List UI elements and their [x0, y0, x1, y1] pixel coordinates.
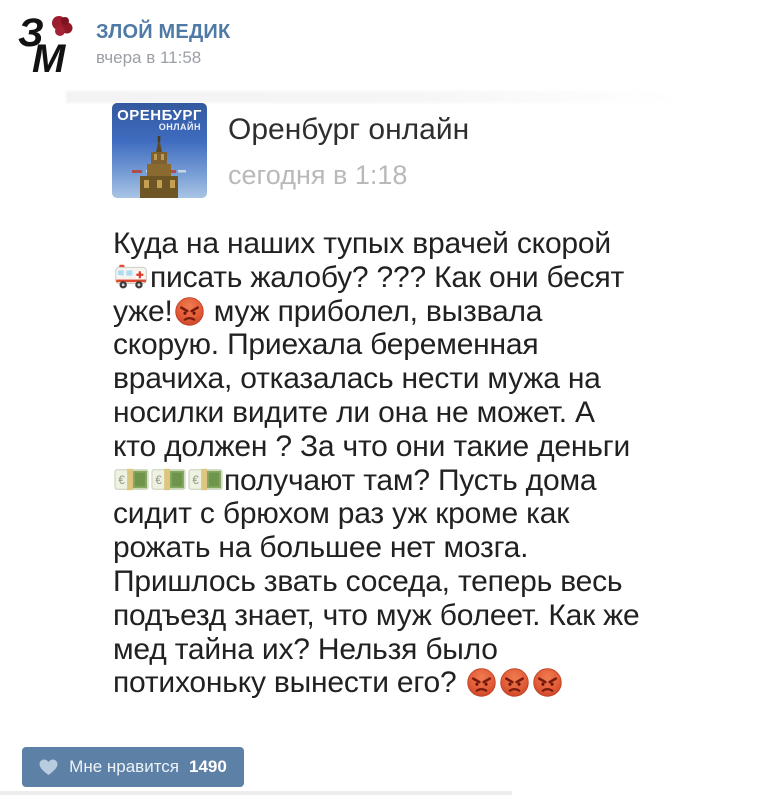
post-text-segment: муж приболел, вызвала: [205, 294, 543, 328]
post-text-segment: кто должен ? За что они такие деньги: [113, 429, 631, 463]
svg-text:З: З: [18, 11, 44, 55]
post-text-segment: получают там? Пусть дома: [224, 463, 597, 497]
heart-icon: [39, 759, 58, 776]
post-text-segment: потихоньку вынести его?: [113, 666, 465, 700]
post-text-line: [113, 633, 753, 667]
euro-emoji: [188, 465, 223, 494]
like-label: Мне нравится: [69, 757, 180, 776]
post-text-line: [113, 328, 753, 362]
euro-emoji: [114, 465, 149, 494]
post-text-line: [113, 599, 753, 633]
group-avatar: [112, 103, 207, 198]
ambulance-emoji: [114, 262, 149, 291]
post-text-segment: сидит с брюхом раз уж кроме как: [113, 497, 570, 531]
svg-text:М: М: [32, 37, 66, 74]
like-button[interactable]: [22, 747, 244, 787]
divider: [0, 791, 512, 795]
post-text-line: [113, 261, 753, 295]
post-text-segment: Куда на наших тупых врачей скорой: [113, 227, 611, 260]
post-text-line: [113, 295, 753, 329]
tower-icon: [112, 136, 207, 198]
group-name: Оренбург онлайн: [228, 113, 470, 146]
zm-logo-icon: [12, 10, 76, 74]
post-text-segment: уже!: [113, 294, 173, 328]
post-text-line: [113, 396, 753, 430]
post-text-line: [113, 227, 753, 261]
post-text-segment: Пришлось звать соседа, теперь весь: [113, 564, 623, 598]
post-text-line: [113, 565, 753, 599]
post-text-segment: скорую. Приехала беременная: [113, 328, 539, 362]
author-name-link[interactable]: ЗЛОЙ МЕДИК: [96, 21, 231, 43]
post-text-line: [113, 430, 753, 464]
post-text-line: [113, 531, 753, 565]
post-text-segment: носилки видите ли она не может. А: [113, 395, 595, 429]
angry-emoji: [174, 296, 205, 327]
svg-text:€: €: [192, 473, 199, 487]
post-text-segment: мед тайна их? Нельзя было: [113, 632, 498, 666]
post-text-line: [113, 362, 753, 396]
post-text-segment: писать жалобу? ??? Как они бесят: [150, 260, 625, 294]
group-avatar-subtitle: ОНЛАЙН: [158, 122, 201, 132]
svg-text:€: €: [155, 473, 162, 487]
angry-emoji: [532, 667, 563, 698]
angry-emoji: [466, 667, 497, 698]
svg-text:€: €: [118, 473, 125, 487]
post-text-segment: подъезд знает, что муж болеет. Как же: [113, 598, 640, 632]
like-count: 1490: [189, 757, 227, 776]
post-text: [113, 227, 753, 700]
embedded-timestamp: сегодня в 1:18: [228, 160, 408, 190]
author-avatar[interactable]: [12, 10, 76, 74]
post-text-segment: врачиха, отказалась нести мужа на: [113, 362, 601, 396]
post-timestamp: вчера в 11:58: [96, 48, 202, 67]
group-avatar-title: ОРЕНБУРГ: [117, 107, 202, 124]
post-text-segment: рожать на большее нет мозга.: [113, 531, 529, 565]
embedded-image-edge: [66, 91, 696, 103]
post-text-line: [113, 464, 753, 498]
angry-emoji: [499, 667, 530, 698]
post-text-line: [113, 666, 753, 700]
post-text-line: [113, 497, 753, 531]
euro-emoji: [151, 465, 186, 494]
